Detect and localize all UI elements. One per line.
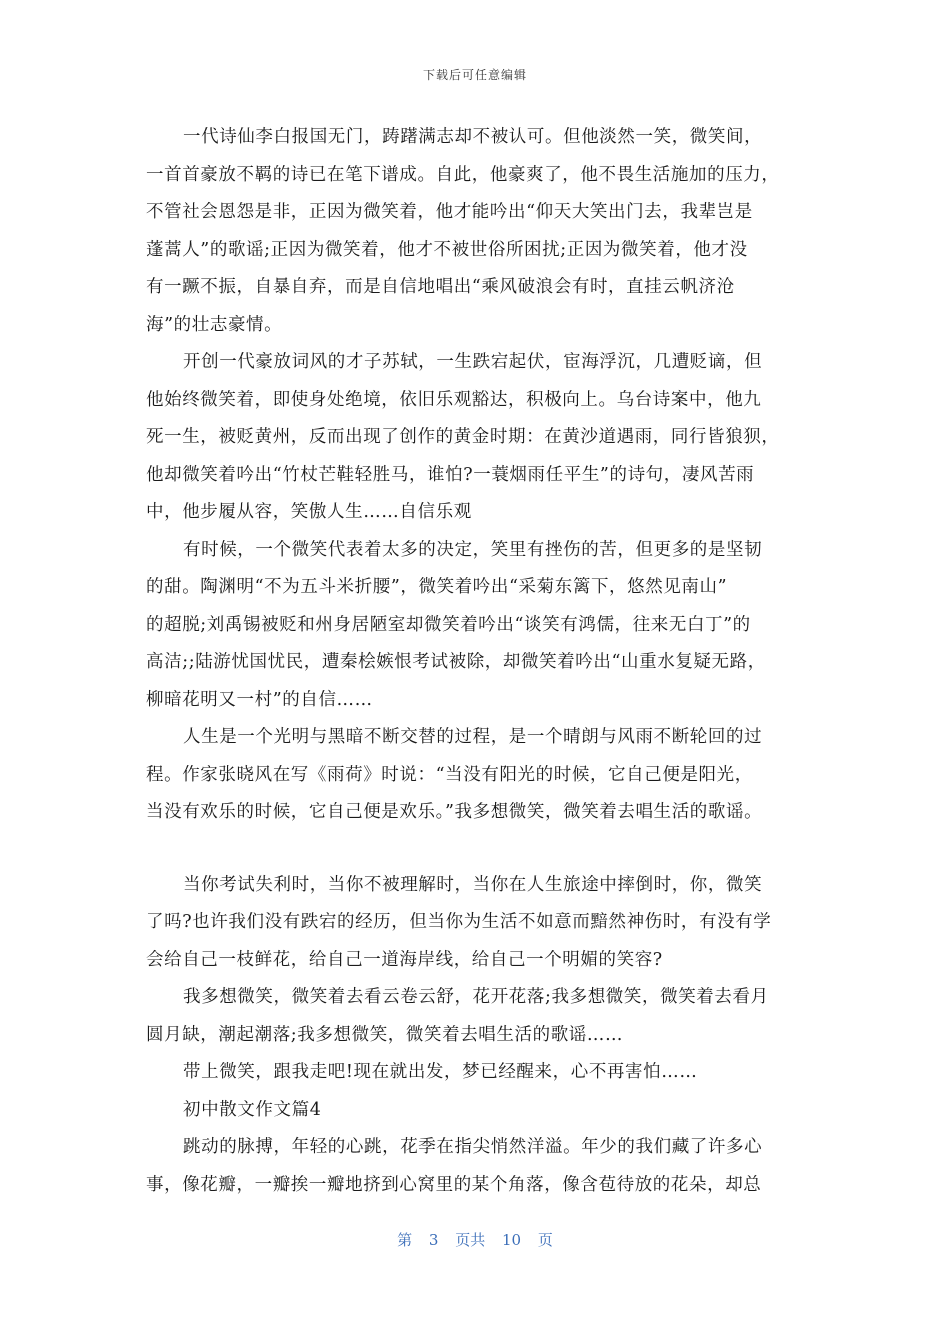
text-line: 有一蹶不振，自暴自弃，而是自信地唱出“乘风破浪会有时，直挂云帆济沧 — [146, 277, 735, 297]
text-line: 一代诗仙李白报国无门，踌躇满志却不被认可。但他淡然一笑，微笑间， — [183, 127, 763, 147]
text-line: 了吗?也许我们没有跌宕的经历，但当你为生活不如意而黯然神伤时，有没有学 — [146, 912, 772, 932]
text-line: 他却微笑着吟出“竹杖芒鞋轻胜马，谁怕?一蓑烟雨任平生”的诗句，凄风苦雨 — [146, 465, 755, 485]
text-line: 程。作家张晓风在写《雨荷》时说：“当没有阳光的时候，它自己便是阳光， — [146, 765, 753, 785]
section-heading: 初中散文作文篇4 — [183, 1100, 322, 1120]
page-label-middle: 页共 — [455, 1231, 486, 1249]
text-line: 一首首豪放不羁的诗已在笔下谱成。自此，他豪爽了，他不畏生活施加的压力， — [146, 165, 780, 185]
page-footer — [0, 1229, 950, 1250]
text-line: 有时候，一个微笑代表着太多的决定，笑里有挫伤的苦，但更多的是坚韧 — [183, 540, 763, 560]
text-line: 我多想微笑，微笑着去看云卷云舒，花开花落;我多想微笑，微笑着去看月 — [183, 987, 769, 1007]
text-line: 圆月缺，潮起潮落;我多想微笑，微笑着去唱生活的歌谣…… — [146, 1025, 624, 1045]
text-line: 的甜。陶渊明“不为五斗米折腰”，微笑着吟出“采菊东篱下，悠然见南山” — [146, 577, 728, 597]
text-line: 当没有欢乐的时候，它自己便是欢乐。”我多想微笑，微笑着去唱生活的歌谣。 — [146, 802, 763, 822]
text-line: 中，他步履从容，笑傲人生……自信乐观 — [146, 502, 472, 522]
text-line: 他始终微笑着，即使身处绝境，依旧乐观豁达，积极向上。乌台诗案中，他九 — [146, 390, 762, 410]
page-header: 下载后可任意编辑 — [422, 68, 527, 82]
text-line: 蓬蒿人”的歌谣;正因为微笑着，他才不被世俗所困扰;正因为微笑着，他才没 — [146, 240, 748, 260]
text-line: 高洁;;陆游忧国忧民，遭秦桧嫉恨考试被除，却微笑着吟出“山重水复疑无路， — [146, 652, 766, 672]
text-line: 柳暗花明又一村”的自信…… — [146, 690, 373, 710]
page-label-prefix: 第 — [397, 1231, 413, 1249]
text-line: 开创一代豪放词风的才子苏轼，一生跌宕起伏，宦海浮沉，几遭贬谪，但 — [183, 352, 763, 372]
text-line: 带上微笑，跟我走吧!现在就出发，梦已经醒来，心不再害怕…… — [183, 1062, 698, 1082]
text-line: 跳动的脉搏，年轻的心跳，花季在指尖悄然洋溢。年少的我们藏了许多心 — [183, 1137, 763, 1157]
text-line: 事，像花瓣，一瓣挨一瓣地挤到心窝里的某个角落，像含苞待放的花朵，却总 — [146, 1175, 762, 1195]
text-line: 当你考试失利时，当你不被理解时，当你在人生旅途中摔倒时，你，微笑 — [183, 875, 763, 895]
text-line: 人生是一个光明与黑暗不断交替的过程，是一个晴朗与风雨不断轮回的过 — [183, 727, 763, 747]
text-line: 会给自己一枝鲜花，给自己一道海岸线，给自己一个明媚的笑容? — [146, 950, 663, 970]
text-line: 死一生，被贬黄州，反而出现了创作的黄金时期：在黄沙道遇雨，同行皆狼狈， — [146, 427, 780, 447]
page-number: 3 — [428, 1231, 439, 1249]
total-pages: 10 — [502, 1231, 522, 1249]
text-line: 不管社会恩怨是非，正因为微笑着，他才能吟出“仰天大笑出门去，我辈岂是 — [146, 202, 753, 222]
page-label-suffix: 页 — [537, 1231, 553, 1249]
text-line: 海”的壮志豪情。 — [146, 315, 283, 335]
text-line: 的超脱;刘禹锡被贬和州身居陋室却微笑着吟出“谈笑有鸿儒，往来无白丁”的 — [146, 615, 751, 635]
